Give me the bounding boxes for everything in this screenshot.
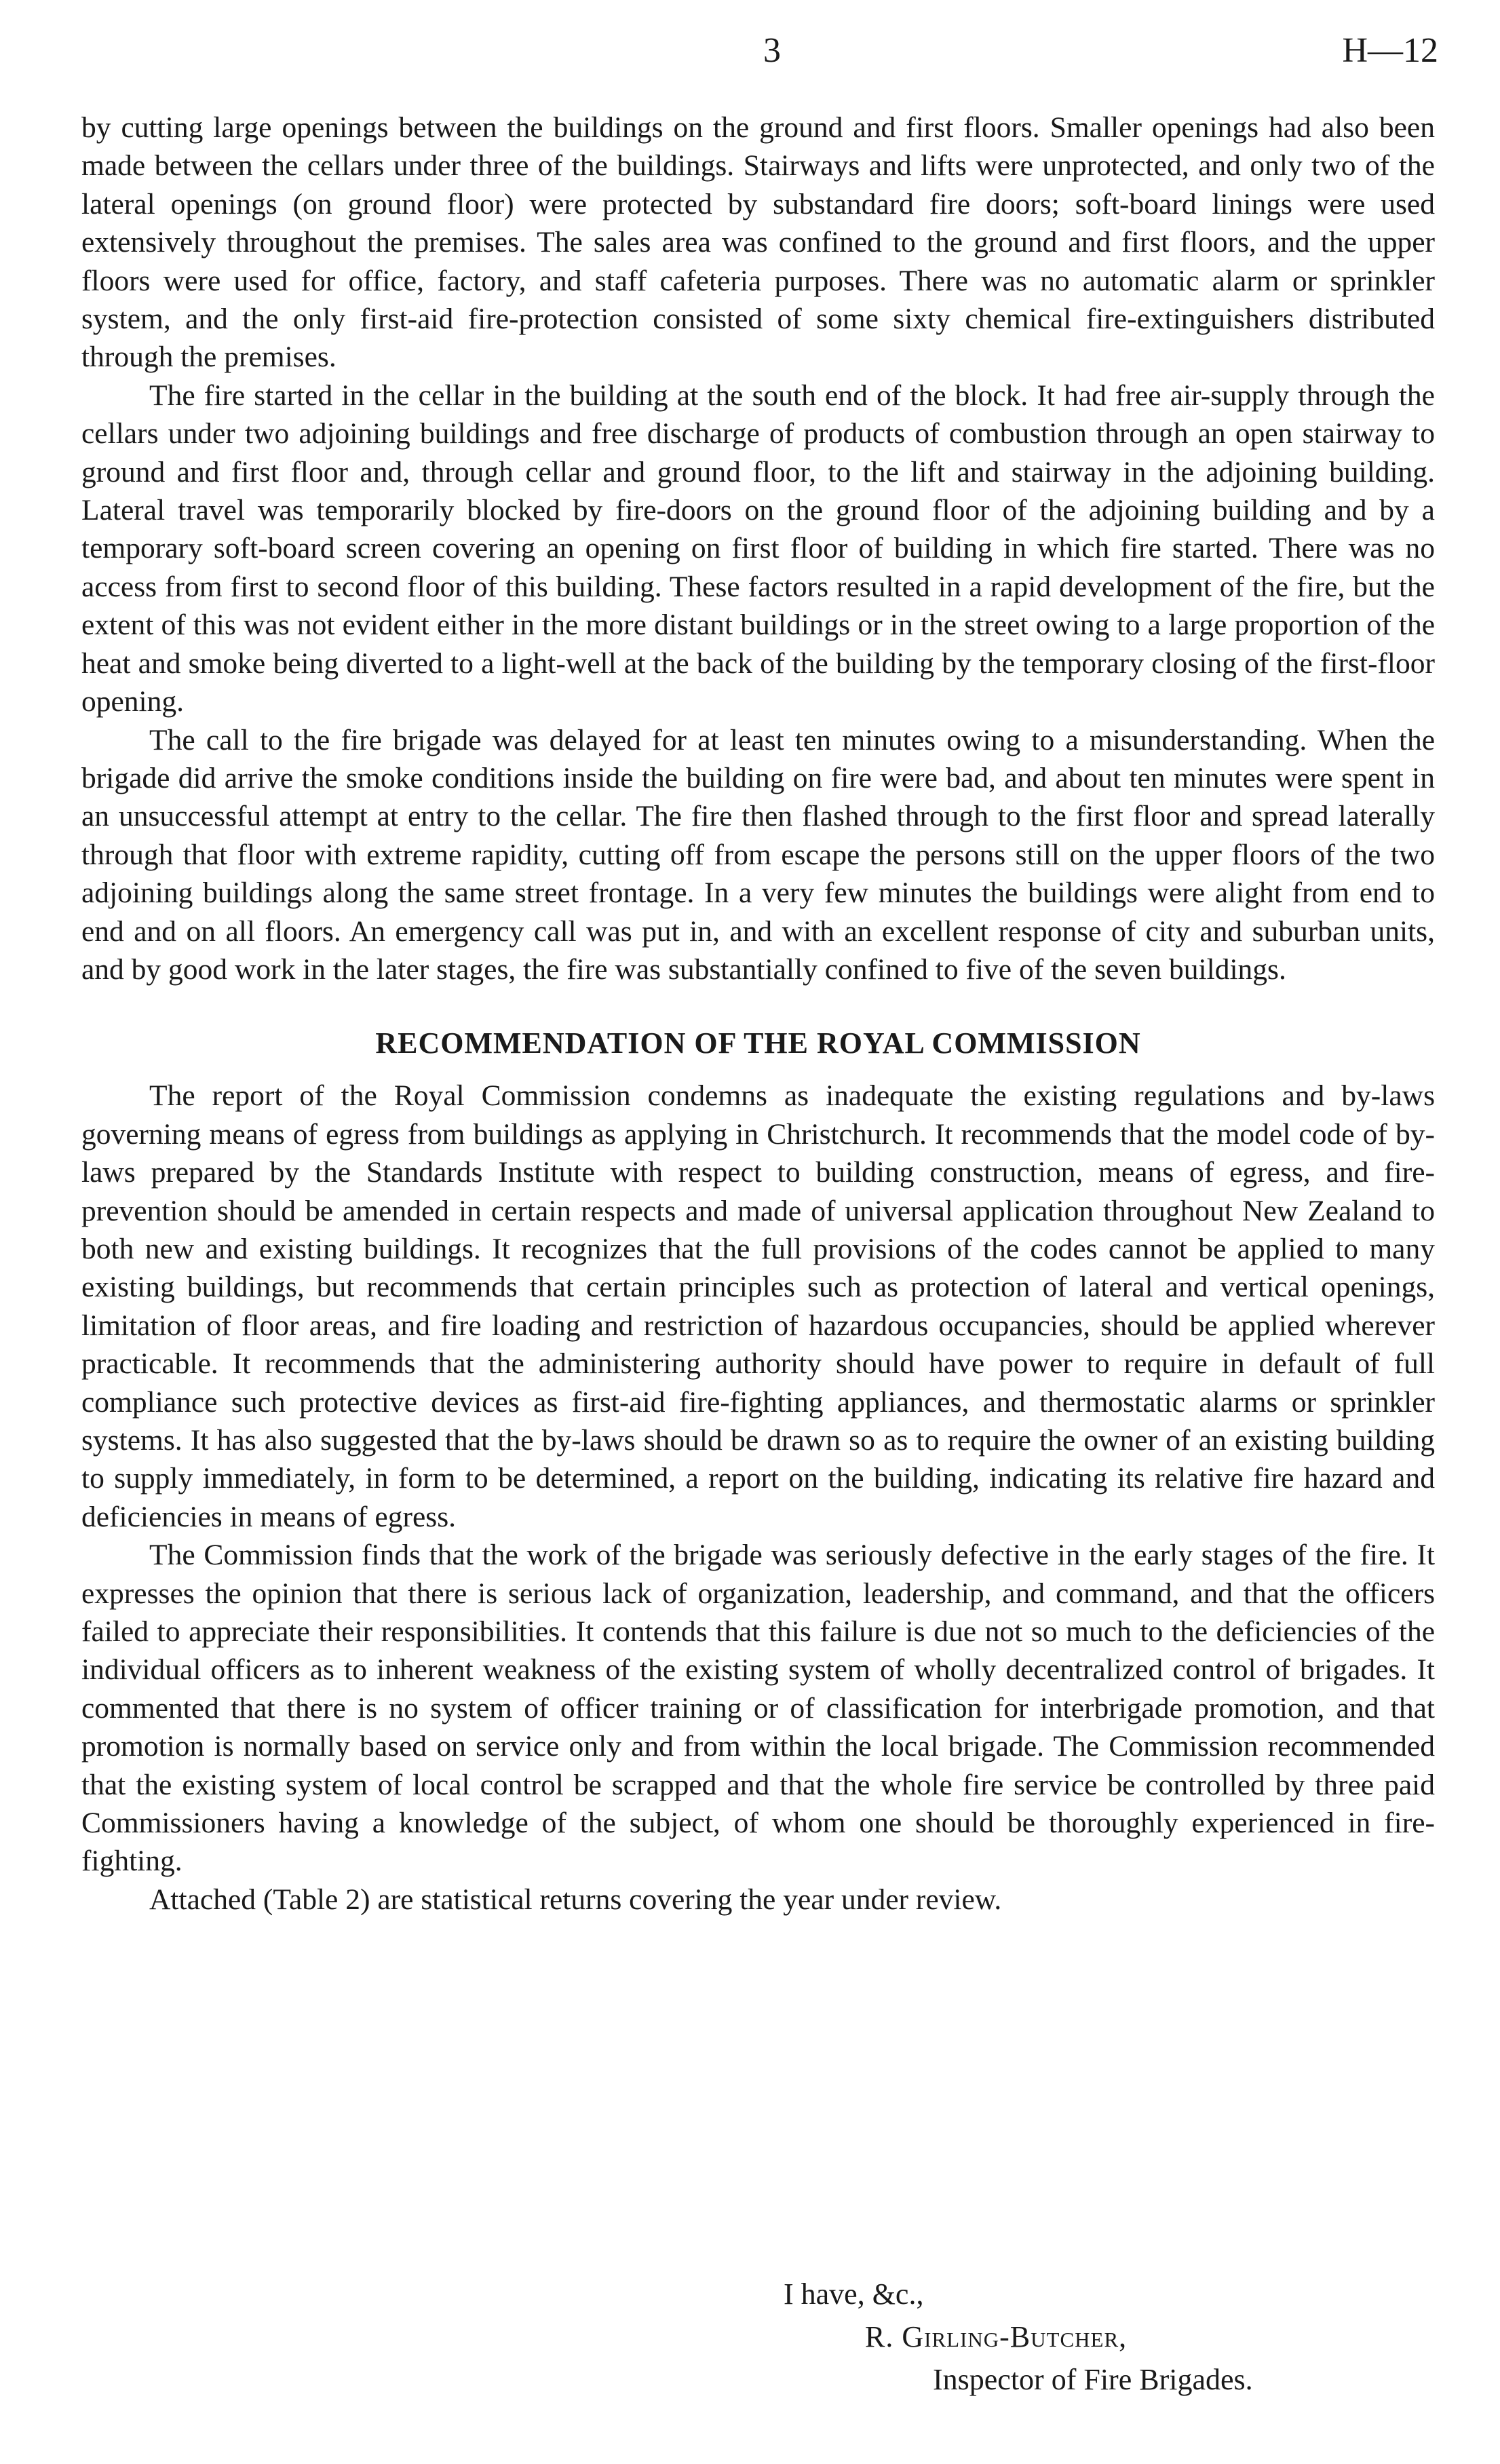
signer-name: R. Girling-Butcher, <box>865 2320 1128 2353</box>
paragraph-brigade-response: The call to the fire brigade was delayed for at least ten minutes owing to a misunderstanding. When the brigade did arrive the smoke conditions inside the building on fire were bad, and about ten minutes were spent in an unsuccessful attempt at entry to the cellar. The fire then flashed through to the first floor and spread laterally through that floor with extreme rapidity, cutting off from escape the persons still on the upper floors of the two adjoining buildings along the same street frontage. In a very few minutes the buildings were alight from end to end and on all floors. An emergency call was put in, and with an excellent response of city and suburban units, and by good work in the later stages, the fire was substantially confined to five of the seven buildings. <box>81 723 1435 986</box>
closing-salutation: I have, &c., <box>784 2277 924 2311</box>
signoff-block <box>81 2275 1435 2438</box>
page-header <box>81 27 1438 75</box>
document-reference: H—12 <box>1342 31 1438 70</box>
body-text <box>81 109 1435 1919</box>
paragraph-royal-commission-report: The report of the Royal Commission condemns as inadequate the existing regulations and by-laws governing means of egress from buildings as applying in Christchurch. It recommends that the model code of by-laws prepared by the Standards Institute with respect to building construction, means of egress, and fire-prevention should be amended in certain respects and made of universal application throughout New Zealand to both new and existing buildings. It recognizes that the full provisions of the codes cannot be applied to many existing buildings, but recommends that certain principles such as protection of lateral and vertical openings, limitation of floor areas, and fire loading and restriction of hazardous occupancies, should be applied wherever practicable. It recommends that the administering authority should have power to require in default of full compliance such protective devices as first-aid fire-fighting appliances, and thermostatic alarms or sprinkler systems. It has also suggested that the by-laws should be drawn so as to require the owner of an existing building to supply immediately, in form to be determined, a report on the building, indicating its relative fire hazard and deficiencies in means of egress. <box>81 1079 1435 1533</box>
page-number: 3 <box>763 31 781 70</box>
section-heading: RECOMMENDATION OF THE ROYAL COMMISSION <box>375 1026 1141 1060</box>
signer-title: Inspector of Fire Brigades. <box>933 2363 1253 2396</box>
paragraph-commission-findings: The Commission finds that the work of the brigade was seriously defective in the early stages of the fire. It expresses the opinion that there is serious lack of organization, leadership, and command, and that the officers failed to appreciate their responsibilities. It contends that this failure is due not so much to the deficiencies of the individual officers as to inherent weakness of the existing system of wholly decentralized control of brigades. It commented that there is no system of officer training or of classification for interbrigade promotion, and that promotion is normally based on service only and from within the local brigade. The Commission recommended that the existing system of local control be scrapped and that the whole fire service be controlled by three paid Commissioners having a knowledge of the subject, of whom one should be thoroughly experienced in fire-fighting. <box>81 1539 1435 1878</box>
paragraph-fire-origin: The fire started in the cellar in the building at the south end of the block. It had free air-supply through the cellars under two adjoining buildings and free discharge of products of combustion through an open stairway to ground and first floor and, through cellar and ground floor, to the lift and stairway in the adjoining building. Lateral travel was temporarily blocked by fire-doors on the ground floor of the adjoining building and by a temporary soft-board screen covering an opening on first floor of building in which fire started. There was no access from first to second floor of this building. These factors resulted in a rapid development of the fire, but the extent of this was not evident either in the more distant buildings or in the street owing to a large proportion of the heat and smoke being diverted to a light-well at the back of the building by the temporary closing of the first-floor opening. <box>81 379 1435 718</box>
paragraph-building-layout: by cutting large openings between the buildings on the ground and first floors. Smaller openings had also been made between the cellars under three of the buildings. Stairways and lifts were unprotected, and only two of the lateral openings (on ground floor) were protected by substandard fire doors; soft-board linings were used extensively throughout the premises. The sales area was confined to the ground and first floors, and the upper floors were used for office, factory, and staff cafeteria purposes. There was no automatic alarm or sprinkler system, and the only first-aid fire-protection consisted of some sixty chemical fire-extinguishers distributed through the premises. <box>81 111 1435 374</box>
paragraph-statistical-returns: Attached (Table 2) are statistical returns covering the year under review. <box>149 1883 1002 1916</box>
